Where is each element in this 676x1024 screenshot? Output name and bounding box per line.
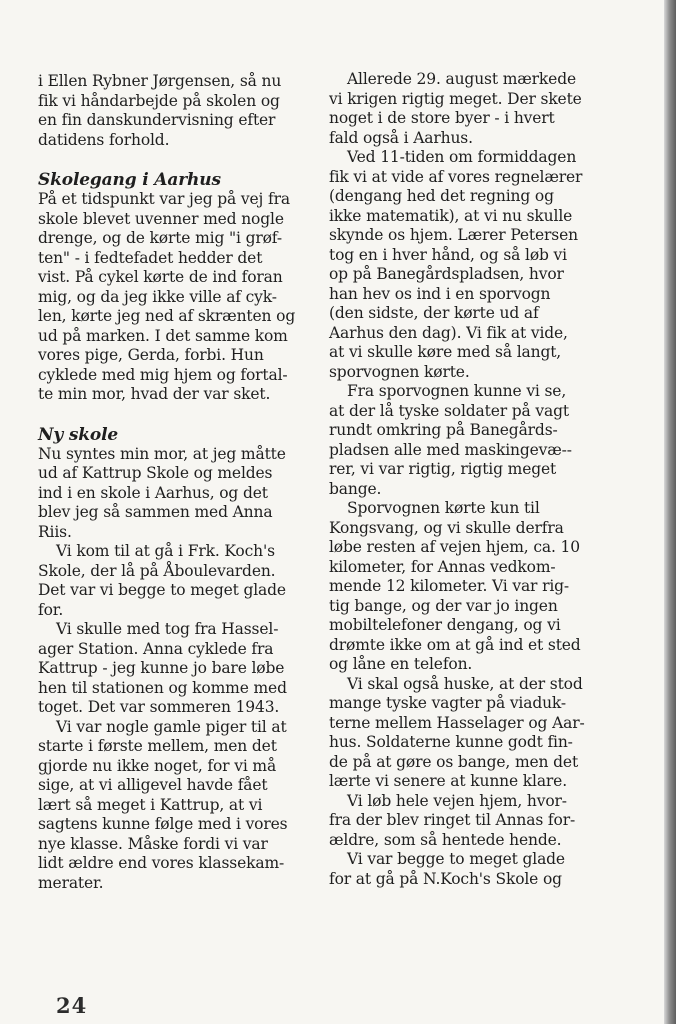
text-line: ikke matematik), at vi nu skulle xyxy=(329,206,573,225)
text-line: ældre, som så hentede hende. xyxy=(329,830,562,849)
text-line: fik vi at vide af vores regnelærer xyxy=(329,167,583,186)
text-line: mende 12 kilometer. Vi var rig- xyxy=(329,577,570,595)
paragraph-first-line: Vi skal også huske, at der stod xyxy=(347,674,583,693)
paragraph-first-line: Vi skulle med tog fra Hassel- xyxy=(56,620,279,638)
text-line: ind i en skole i Aarhus, og det xyxy=(38,483,268,502)
text-line: tog en i hver hånd, og så løb vi xyxy=(329,245,567,264)
text-line: sporvognen kørte. xyxy=(329,362,470,381)
text-line: han hev os ind i en sporvogn xyxy=(329,284,551,303)
text-line: skynde os hjem. Lærer Petersen xyxy=(329,226,578,244)
text-line: i Ellen Rybner Jørgensen, så nu xyxy=(38,72,282,90)
text-line: noget i de store byer - i hvert xyxy=(329,109,555,127)
text-line: (dengang hed det regning og xyxy=(329,187,554,205)
text-line: mange tyske vagter på viaduk- xyxy=(329,694,566,712)
text-line: toget. Det var sommeren 1943. xyxy=(38,698,280,716)
text-line: lært så meget i Kattrup, at vi xyxy=(38,795,263,814)
text-column-right xyxy=(329,70,629,889)
text-line: kilometer, for Annas vedkom- xyxy=(329,557,556,576)
text-line: lidt ældre end vores klassekam- xyxy=(38,854,285,872)
text-line: vist. På cykel kørte de ind foran xyxy=(38,268,283,286)
text-line: rer, vi var rigtig, rigtig meget xyxy=(329,460,557,478)
paragraph-first-line: Allerede 29. august mærkede xyxy=(347,70,576,88)
text-line: ud på marken. I det samme kom xyxy=(38,326,288,345)
text-line: op på Banegårdspladsen, hvor xyxy=(329,265,564,283)
text-line: cyklede med mig hjem og fortal- xyxy=(38,365,288,384)
text-line: fik vi håndarbejde på skolen og xyxy=(38,91,280,110)
text-line: mig, og da jeg ikke ville af cyk- xyxy=(38,287,277,306)
text-line: starte i første mellem, men det xyxy=(38,737,277,755)
text-line: merater. xyxy=(38,873,104,892)
text-line: drenge, og de kørte mig "i grøf- xyxy=(38,229,282,247)
section-heading: Ny skole xyxy=(38,424,119,445)
text-line: og låne en telefon. xyxy=(329,655,473,673)
text-line: Aarhus den dag). Vi fik at vide, xyxy=(329,323,568,342)
paragraph-first-line: Ved 11-tiden om formiddagen xyxy=(347,148,577,166)
text-line: fra der blev ringet til Annas for- xyxy=(329,811,576,829)
text-line: for at gå på N.Koch's Skole og xyxy=(329,869,562,888)
text-line: for. xyxy=(38,600,64,619)
paragraph-first-line: Vi var begge to meget glade xyxy=(347,850,565,868)
text-line: ten" - i fedtefadet hedder det xyxy=(38,248,263,267)
text-line: Det var vi begge to meget glade xyxy=(38,581,286,599)
text-line: Kongsvang, og vi skulle derfra xyxy=(329,518,564,537)
text-line: Nu syntes min mor, at jeg måtte xyxy=(38,444,286,463)
page-edge-shadow xyxy=(664,0,676,1024)
text-line: de på at gøre os bange, men det xyxy=(329,752,579,771)
text-line: vores pige, Gerda, forbi. Hun xyxy=(38,346,264,364)
text-line: rundt omkring på Banegårds- xyxy=(329,421,558,439)
text-line: Kattrup - jeg kunne jo bare løbe xyxy=(38,659,285,677)
text-line: ager Station. Anna cyklede fra xyxy=(38,639,274,658)
paragraph-first-line: Vi løb hele vejen hjem, hvor- xyxy=(347,791,567,810)
text-line: datidens forhold. xyxy=(38,130,170,149)
paragraph-first-line: Fra sporvognen kunne vi se, xyxy=(347,382,567,400)
page-number: 24 xyxy=(56,993,88,1018)
text-line: (den sidste, der kørte ud af xyxy=(329,304,539,322)
paragraph-first-line: Vi var nogle gamle piger til at xyxy=(56,717,287,736)
paragraph-first-line: Sporvognen kørte kun til xyxy=(347,499,540,517)
text-line: at der lå tyske soldater på vagt xyxy=(329,401,569,420)
text-line: skole blevet uvenner med nogle xyxy=(38,209,284,228)
text-line: drømte ikke om at gå ind et sted xyxy=(329,635,581,654)
text-line: På et tidspunkt var jeg på vej fra xyxy=(38,190,290,208)
text-line: lærte vi senere at kunne klare. xyxy=(329,772,567,790)
text-line: hen til stationen og komme med xyxy=(38,678,287,697)
text-line: len, kørte jeg ned af skrænten og xyxy=(38,307,296,325)
text-line: sagtens kunne følge med i vores xyxy=(38,815,288,833)
text-column-left xyxy=(38,72,338,893)
text-line: terne mellem Hasselager og Aar- xyxy=(329,713,585,732)
text-line: mobiltelefoner dengang, og vi xyxy=(329,616,561,634)
text-line: ud af Kattrup Skole og meldes xyxy=(38,464,273,482)
text-line: pladsen alle med maskingevæ-- xyxy=(329,440,572,459)
text-line: nye klasse. Måske fordi vi var xyxy=(38,834,268,853)
section-heading: Skolegang i Aarhus xyxy=(38,170,221,190)
text-line: gjorde nu ikke noget, for vi må xyxy=(38,756,277,775)
text-line: bange. xyxy=(329,479,382,498)
text-line: sige, at vi alligevel havde fået xyxy=(38,776,268,794)
text-line: Riis. xyxy=(38,522,72,541)
paragraph-first-line: Vi kom til at gå i Frk. Koch's xyxy=(56,542,275,560)
text-line: tig bange, og der var jo ingen xyxy=(329,596,558,615)
text-line: blev jeg så sammen med Anna xyxy=(38,503,273,521)
text-line: te min mor, hvad der var sket. xyxy=(38,385,271,403)
text-line: hus. Soldaterne kunne godt fin- xyxy=(329,733,573,751)
text-line: vi krigen rigtig meget. Der skete xyxy=(329,89,582,108)
text-line: at vi skulle køre med så langt, xyxy=(329,343,562,361)
text-line: Skole, der lå på Åboulevarden. xyxy=(38,561,276,580)
text-line: en fin danskundervisning efter xyxy=(38,111,276,129)
text-line: løbe resten af vejen hjem, ca. 10 xyxy=(329,538,580,556)
text-line: fald også i Aarhus. xyxy=(329,128,473,147)
